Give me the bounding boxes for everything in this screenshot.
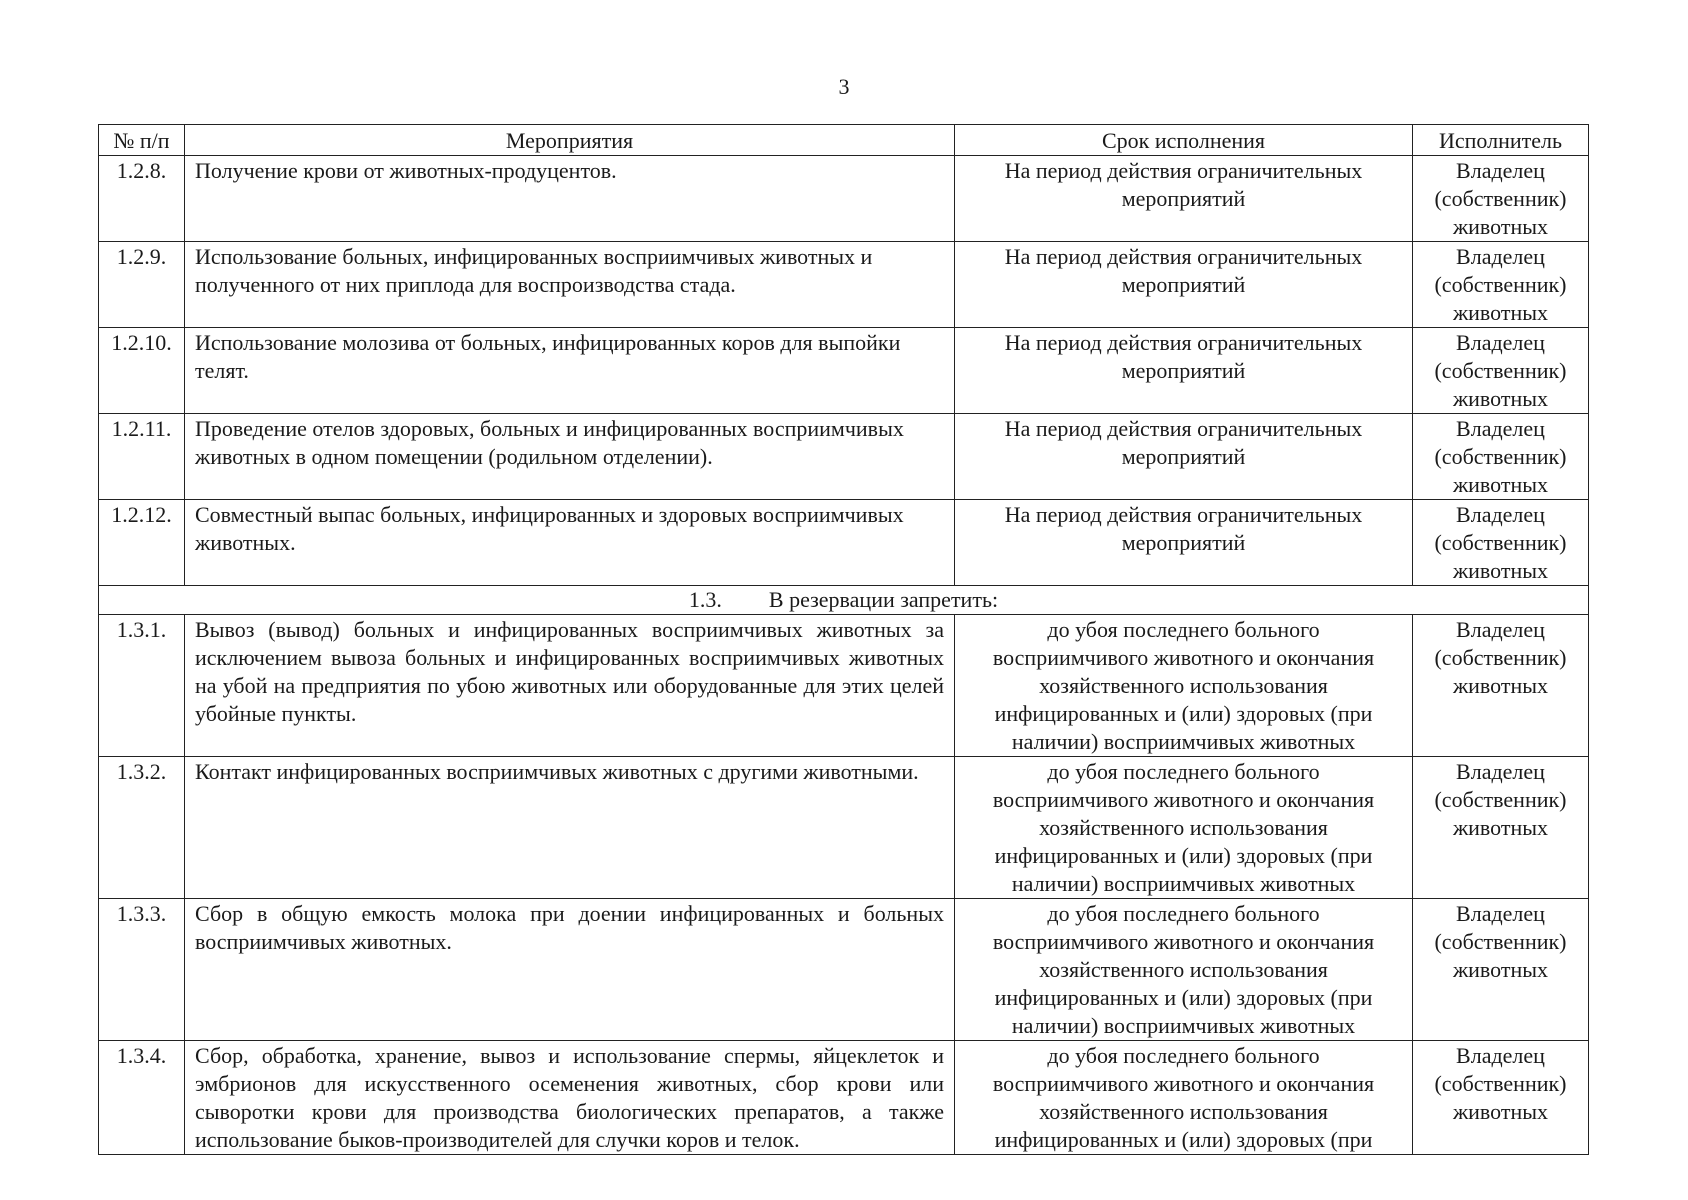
measures-table [98, 124, 1589, 1155]
row-number: 1.3.3. [99, 899, 185, 1041]
row-number: 1.3.1. [99, 615, 185, 757]
header-executor: Исполнитель [1413, 125, 1589, 156]
executor-text: Владелец (собственник) животных [1413, 899, 1589, 1041]
measure-text: Вывоз (вывод) больных и инфицированных восприимчивых животных за исключением вывоза больных и инфицированных восприимчивых животных на убой на предприятия по убою животных или оборудованные для этих целей убойные пункты. [185, 615, 955, 757]
measure-text: Проведение отелов здоровых, больных и инфицированных восприимчивых животных в одном помещении (родильном отделении). [185, 414, 955, 500]
term-text: до убоя последнего больного восприимчивого животного и окончания хозяйственного использования инфицированных и (или) здоровых (при наличии) восприимчивых животных [955, 757, 1413, 899]
term-text: На период действия ограничительных мероприятий [955, 414, 1413, 500]
table-row [99, 156, 1589, 242]
term-text: На период действия ограничительных мероприятий [955, 328, 1413, 414]
executor-text: Владелец (собственник) животных [1413, 414, 1589, 500]
table-row [99, 328, 1589, 414]
measure-text: Контакт инфицированных восприимчивых животных с другими животными. [185, 757, 955, 899]
row-number: 1.2.12. [99, 500, 185, 586]
table-header-row [99, 125, 1589, 156]
row-number: 1.3.2. [99, 757, 185, 899]
executor-text: Владелец (собственник) животных [1413, 615, 1589, 757]
header-num: № п/п [99, 125, 185, 156]
measure-text: Получение крови от животных-продуцентов. [185, 156, 955, 242]
table-row [99, 500, 1589, 586]
executor-text: Владелец (собственник) животных [1413, 500, 1589, 586]
term-text: до убоя последнего больного восприимчивого животного и окончания хозяйственного использования инфицированных и (или) здоровых (при наличии) восприимчивых животных [955, 899, 1413, 1041]
section-number: 1.3. [688, 587, 722, 612]
measure-text: Использование больных, инфицированных восприимчивых животных и полученного от них приплода для воспроизводства стада. [185, 242, 955, 328]
table-row [99, 1041, 1589, 1155]
measure-text: Сбор в общую емкость молока при доении инфицированных и больных восприимчивых животных. [185, 899, 955, 1041]
term-text: На период действия ограничительных мероприятий [955, 156, 1413, 242]
table-row [99, 899, 1589, 1041]
executor-text: Владелец (собственник) животных [1413, 242, 1589, 328]
table-row [99, 414, 1589, 500]
section-title: В резервации запретить: [768, 587, 999, 612]
executor-text: Владелец (собственник) животных [1413, 156, 1589, 242]
page-number: 3 [838, 74, 850, 99]
row-number: 1.2.10. [99, 328, 185, 414]
measure-text: Использование молозива от больных, инфицированных коров для выпойки телят. [185, 328, 955, 414]
executor-text: Владелец (собственник) животных [1413, 328, 1589, 414]
row-number: 1.2.8. [99, 156, 185, 242]
measure-text: Совместный выпас больных, инфицированных и здоровых восприимчивых животных. [185, 500, 955, 586]
section-heading [99, 586, 1589, 615]
table-row [99, 242, 1589, 328]
term-text: На период действия ограничительных мероприятий [955, 500, 1413, 586]
measure-text: Сбор, обработка, хранение, вывоз и использование спермы, яйцеклеток и эмбрионов для искусственного осеменения животных, сбор крови или сыворотки крови для производства биологических препаратов, а также использование быков-производителей для случки коров и телок. [185, 1041, 955, 1155]
row-number: 1.2.9. [99, 242, 185, 328]
term-text: На период действия ограничительных мероприятий [955, 242, 1413, 328]
table-row [99, 615, 1589, 757]
term-text: до убоя последнего больного восприимчивого животного и окончания хозяйственного использования инфицированных и (или) здоровых (при наличии) восприимчивых животных [955, 615, 1413, 757]
executor-text: Владелец (собственник) животных [1413, 757, 1589, 899]
executor-text: Владелец (собственник) животных [1413, 1041, 1589, 1155]
row-number: 1.3.4. [99, 1041, 185, 1155]
table-row [99, 757, 1589, 899]
header-term: Срок исполнения [955, 125, 1413, 156]
term-text: до убоя последнего больного восприимчивого животного и окончания хозяйственного использования инфицированных и (или) здоровых (при [955, 1041, 1413, 1155]
header-measure: Мероприятия [185, 125, 955, 156]
section-heading-row [99, 586, 1589, 615]
row-number: 1.2.11. [99, 414, 185, 500]
